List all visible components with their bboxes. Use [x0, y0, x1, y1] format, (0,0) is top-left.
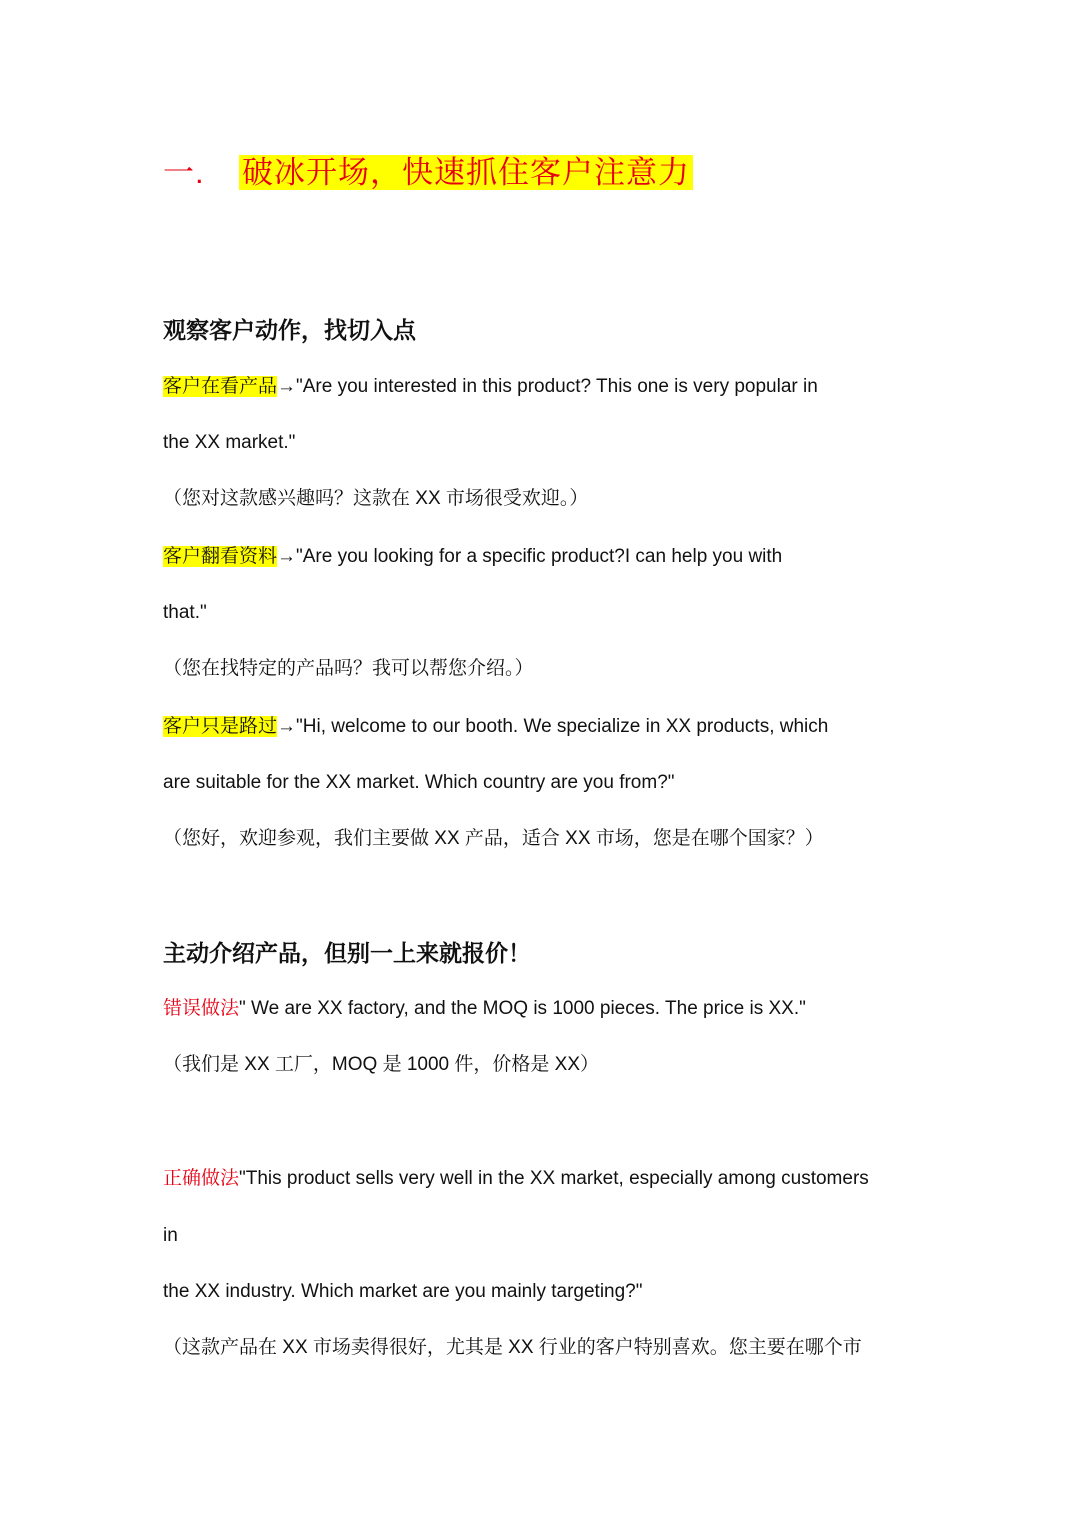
section-title-text: 破冰开场，快速抓住客户注意力 — [239, 155, 693, 190]
observe-item-2-line — [163, 542, 782, 572]
observe-item-1-chinese: （您对这款感兴趣吗？这款在 XX 市场很受欢迎。） — [163, 488, 589, 509]
observe-item-3-label: 客户只是路过 — [163, 716, 278, 737]
observe-item-2-chinese: （您在找特定的产品吗？我可以帮您介绍。） — [163, 658, 534, 679]
right-approach-english-cont-1: in — [163, 1225, 178, 1246]
section-number: 一. — [163, 155, 205, 190]
right-approach-line — [163, 1164, 869, 1194]
wrong-approach-english: " We are XX factory, and the MOQ is 1000 pieces. The price is XX." — [239, 998, 806, 1019]
right-approach-english: "This product sells very well in the XX market, especially among customers — [239, 1168, 869, 1189]
observe-item-3-chinese: （您好，欢迎参观，我们主要做 XX 产品，适合 XX 市场，您是在哪个国家？） — [163, 828, 824, 849]
wrong-approach-label: 错误做法 — [163, 998, 240, 1019]
arrow-symbol: → — [277, 546, 297, 567]
right-approach-chinese: （这款产品在 XX 市场卖得很好，尤其是 XX 行业的客户特别喜欢。您主要在哪个市 — [163, 1337, 862, 1358]
observe-item-2-label: 客户翻看资料 — [163, 546, 278, 567]
observe-item-1-line — [163, 372, 818, 402]
observe-item-3-line — [163, 712, 828, 742]
observe-item-1-english: "Are you interested in this product? This one is very popular in — [296, 376, 818, 397]
right-approach-label: 正确做法 — [163, 1168, 240, 1189]
arrow-symbol: → — [277, 376, 297, 397]
observe-item-1-label: 客户在看产品 — [163, 376, 278, 397]
wrong-approach-chinese: （我们是 XX 工厂，MOQ 是 1000 件，价格是 XX） — [163, 1054, 600, 1075]
observe-item-3-english: "Hi, welcome to our booth. We specialize in XX products, which — [296, 716, 829, 737]
right-approach-english-cont-2: the XX industry. Which market are you mainly targeting?" — [163, 1281, 643, 1302]
subheading-observe: 观察客户动作，找切入点 — [163, 317, 416, 343]
observe-item-2-english-cont: that." — [163, 602, 207, 623]
section-title — [163, 145, 693, 201]
subheading-introduce: 主动介绍产品，但别一上来就报价！ — [163, 940, 531, 966]
wrong-approach-line — [163, 994, 806, 1024]
arrow-symbol: → — [277, 716, 297, 737]
observe-item-1-english-cont: the XX market." — [163, 432, 296, 453]
observe-item-2-english: "Are you looking for a specific product?I can help you with — [296, 546, 783, 567]
observe-item-3-english-cont: are suitable for the XX market. Which country are you from?" — [163, 772, 675, 793]
